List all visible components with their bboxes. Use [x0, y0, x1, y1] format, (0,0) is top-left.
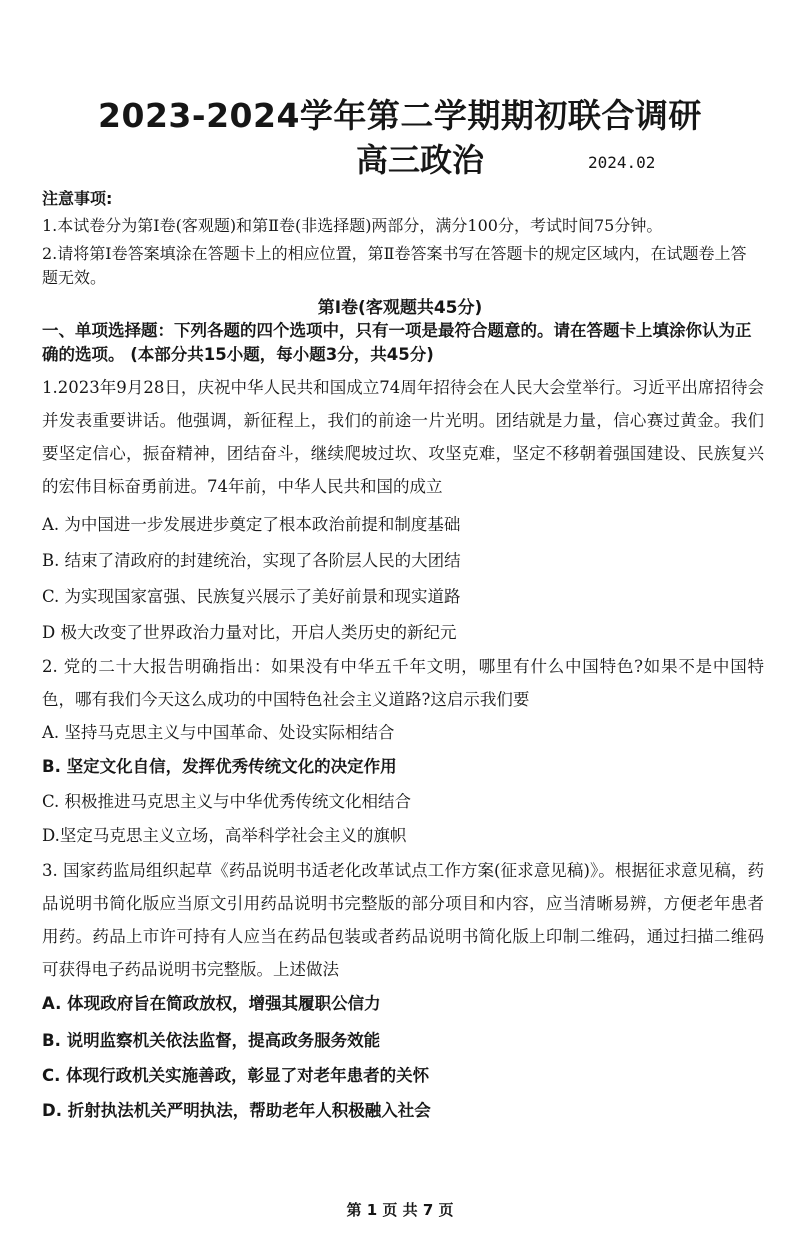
question-1-stem: 1.2023年9月28日，庆祝中华人民共和国成立74周年招待会在人民大会堂举行。习近平出席招待会并发表重要讲话。他强调，新征程上，我们的前途一片光明。团结就是力量，信心赛过黄金。我们要坚定信心，振奋精神，团结奋斗，继续爬坡过坎、攻坚克难，坚定不移朝着强国建设、民族复兴的宏伟目标奋勇前进。74年前，中华人民共和国的成立 — [42, 378, 764, 496]
question-3-option-d: D. 折射执法机关严明执法，帮助老年人积极融入社会 — [42, 1101, 431, 1120]
question-2-option-c: C. 积极推进马克思主义与中华优秀传统文化相结合 — [42, 792, 412, 811]
question-1-option-d: D 极大改变了世界政治力量对比，开启人类历史的新纪元 — [42, 623, 457, 642]
question-2-option-d: D.坚定马克思主义立场，高举科学社会主义的旗帜 — [42, 826, 407, 845]
exam-title: 2023-2024学年第二学期期初联合调研 — [98, 96, 702, 135]
note-item-1: 1.本试卷分为第Ⅰ卷(客观题)和第Ⅱ卷(非选择题)两部分，满分100分，考试时间75分钟。 — [42, 216, 663, 235]
section-title: 第Ⅰ卷(客观题共45分) — [317, 298, 483, 318]
question-2-option-a: A. 坚持马克思主义与中国革命、处设实际相结合 — [42, 723, 395, 742]
notes-heading: 注意事项: — [42, 189, 113, 208]
question-1-option-c: C. 为实现国家富强、民族复兴展示了美好前景和现实道路 — [42, 587, 461, 606]
question-1-option-a: A. 为中国进一步发展进步奠定了根本政治前提和制度基础 — [42, 515, 461, 534]
question-3-option-c: C. 体现行政机关实施善政，彰显了对老年患者的关怀 — [42, 1066, 430, 1085]
note-item-2: 2.请将第Ⅰ卷答案填涂在答题卡上的相应位置，第Ⅱ卷答案书写在答题卡的规定区域内，在试题卷上答题无效。 — [42, 244, 747, 287]
exam-subject: 高三政治 — [356, 141, 485, 179]
question-2-option-b: B. 坚定文化自信，发挥优秀传统文化的决定作用 — [42, 757, 397, 776]
question-3-option-a: A. 体现政府旨在简政放权，增强其履职公信力 — [42, 994, 381, 1013]
page-number: 第 1 页 共 7 页 — [346, 1201, 454, 1219]
question-3-option-b: B. 说明监察机关依法监督，提高政务服务效能 — [42, 1031, 381, 1050]
exam-date: 2024.02 — [588, 153, 656, 172]
section-instruction: 一、单项选择题：下列各题的四个选项中，只有一项是最符合题意的。请在答题卡上填涂你认为正确的选项。 (本部分共15小题，每小题3分，共45分) — [42, 321, 752, 364]
question-1-option-b: B. 结束了清政府的封建统治，实现了各阶层人民的大团结 — [42, 551, 461, 570]
question-3-stem: 3. 国家药监局组织起草《药品说明书适老化改革试点工作方案(征求意见稿)》。根据征求意见稿，药品说明书简化版应当原文引用药品说明书完整版的部分项目和内容，应当清晰易辨，方便老年患者用药。药品上市许可持有人应当在药品包装或者药品说明书简化版上印制二维码，通过扫描二维码可获得电子药品说明书完整版。上述做法 — [42, 861, 764, 979]
question-2-stem: 2. 党的二十大报告明确指出：如果没有中华五千年文明，哪里有什么中国特色?如果不是中国特色，哪有我们今天这么成功的中国特色社会主义道路?这启示我们要 — [42, 657, 764, 709]
